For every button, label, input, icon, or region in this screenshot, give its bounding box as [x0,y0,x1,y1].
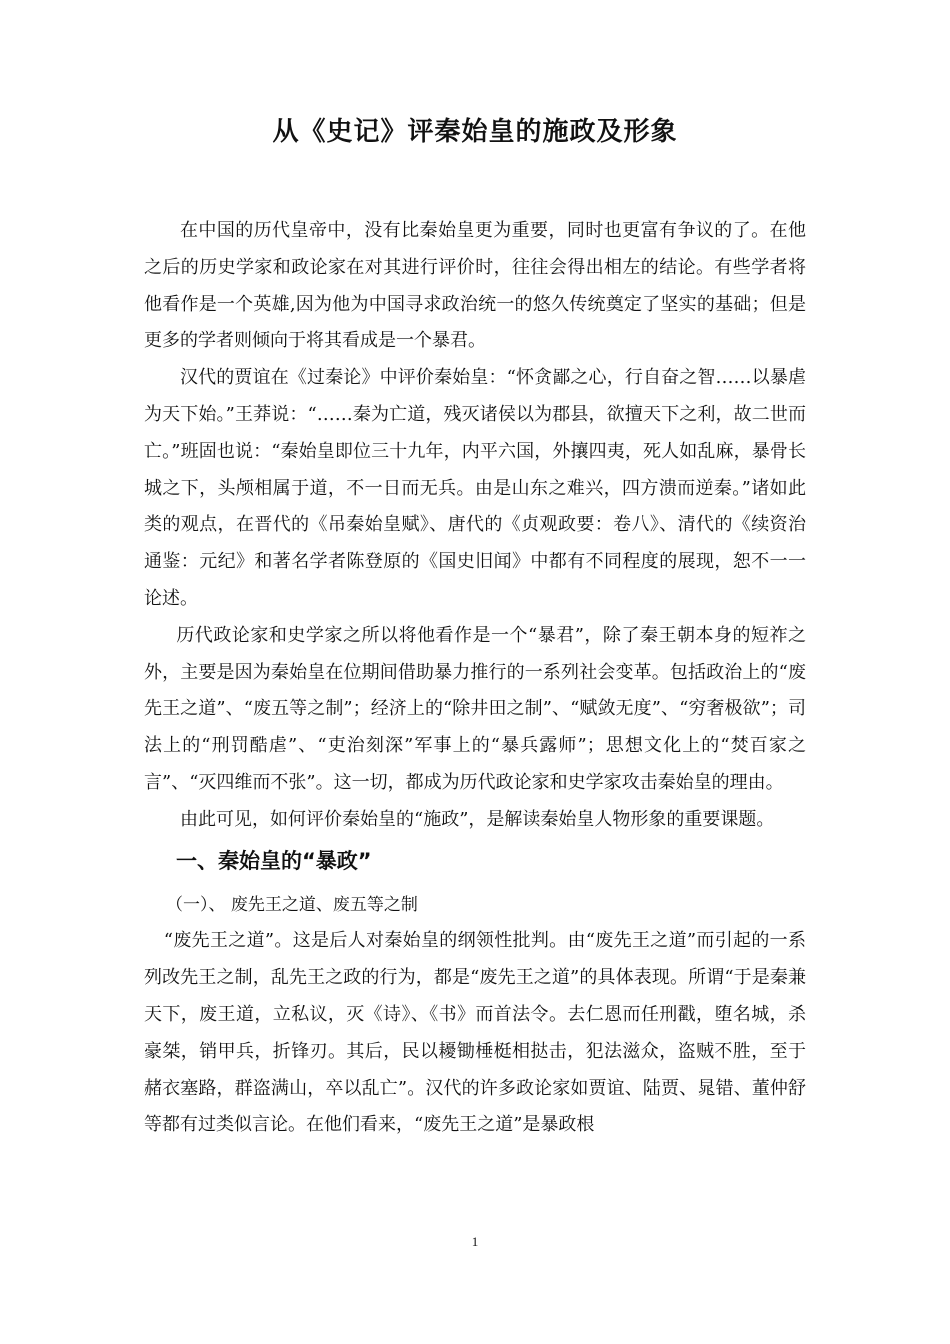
paragraph-tyrant-reasons: 历代政论家和史学家之所以将他看作是一个“暴君”，除了秦王朝本身的短祚之外，主要是因为秦始皇在位期间借助暴力推行的一系列社会变革。包括政治上的“废先王之道”、“废五等之制”；经济上的“除井田之制”、“赋敛无度”、“穷奢极欲”；司法上的“刑罚酷虐”、“吏治刻深”军事上的“暴兵露师”；思想文化上的“焚百家之言”、“灭四维而不张”。这一切，都成为历代政论家和史学家攻击秦始皇的理由。 [144,624,806,793]
section-heading-tyranny: 一、秦始皇的“暴政” [176,848,372,873]
sub-heading-abolish-ancient-way: （一）、 废先王之道、废五等之制 [166,894,418,915]
document-title: 从《史记》评秦始皇的施政及形象 [272,117,678,147]
document-body [144,213,806,1144]
paragraph-abolish-ancient-way: “废先王之道”。这是后人对秦始皇的纲领性批判。由“废先王之道”而引起的一系列改先王之制，乱先王之政的行为，都是“废先王之道”的具体表现。所谓“于是秦兼天下，废王道，立私议，灭《诗》、《书》而首法令。去仁恩而任刑戳，堕名城，杀豪桀，销甲兵，折锋刃。其后，民以耰锄棰梃相挞击，犯法滋众，盗贼不胜，至于赭衣塞路，群盗满山，卒以乱亡”。汉代的许多政论家如贾谊、陆贾、晁错、董仲舒等都有过类似言论。在他们看来，“废先王之道”是暴政根 [144,930,806,1136]
paragraph-han-critics: 汉代的贾谊在《过秦论》中评价秦始皇：“怀贪鄙之心，行自奋之智……以暴虐为天下始。”王莽说：“……秦为亡道，残灭诸侯以为郡县，欲擅天下之利，故二世而亡。”班固也说：“秦始皇即位三十九年，内平六国，外攘四夷，死人如乱麻，暴骨长城之下，头颅相属于道，不一日而无兵。由是山东之难兴，四方溃而逆秦。”诸如此类的观点，在晋代的《吊秦始皇赋》、唐代的《贞观政要：卷八》、清代的《续资治通鉴：元纪》和著名学者陈登原的《国史旧闻》中都有不同程度的展现，恕不一一论述。 [144,367,806,609]
paragraph-intro: 在中国的历代皇帝中，没有比秦始皇更为重要，同时也更富有争议的了。在他之后的历史学家和政论家在对其进行评价时，往往会得出相左的结论。有些学者将他看作是一个英雄,因为他为中国寻求政治统一的悠久传统奠定了坚实的基础；但是更多的学者则倾向于将其看成是一个暴君。 [144,220,806,352]
paragraph-conclusion: 由此可见，如何评价秦始皇的“施政”，是解读秦始皇人物形象的重要课题。 [180,808,775,830]
page-number: 1 [471,1234,479,1249]
